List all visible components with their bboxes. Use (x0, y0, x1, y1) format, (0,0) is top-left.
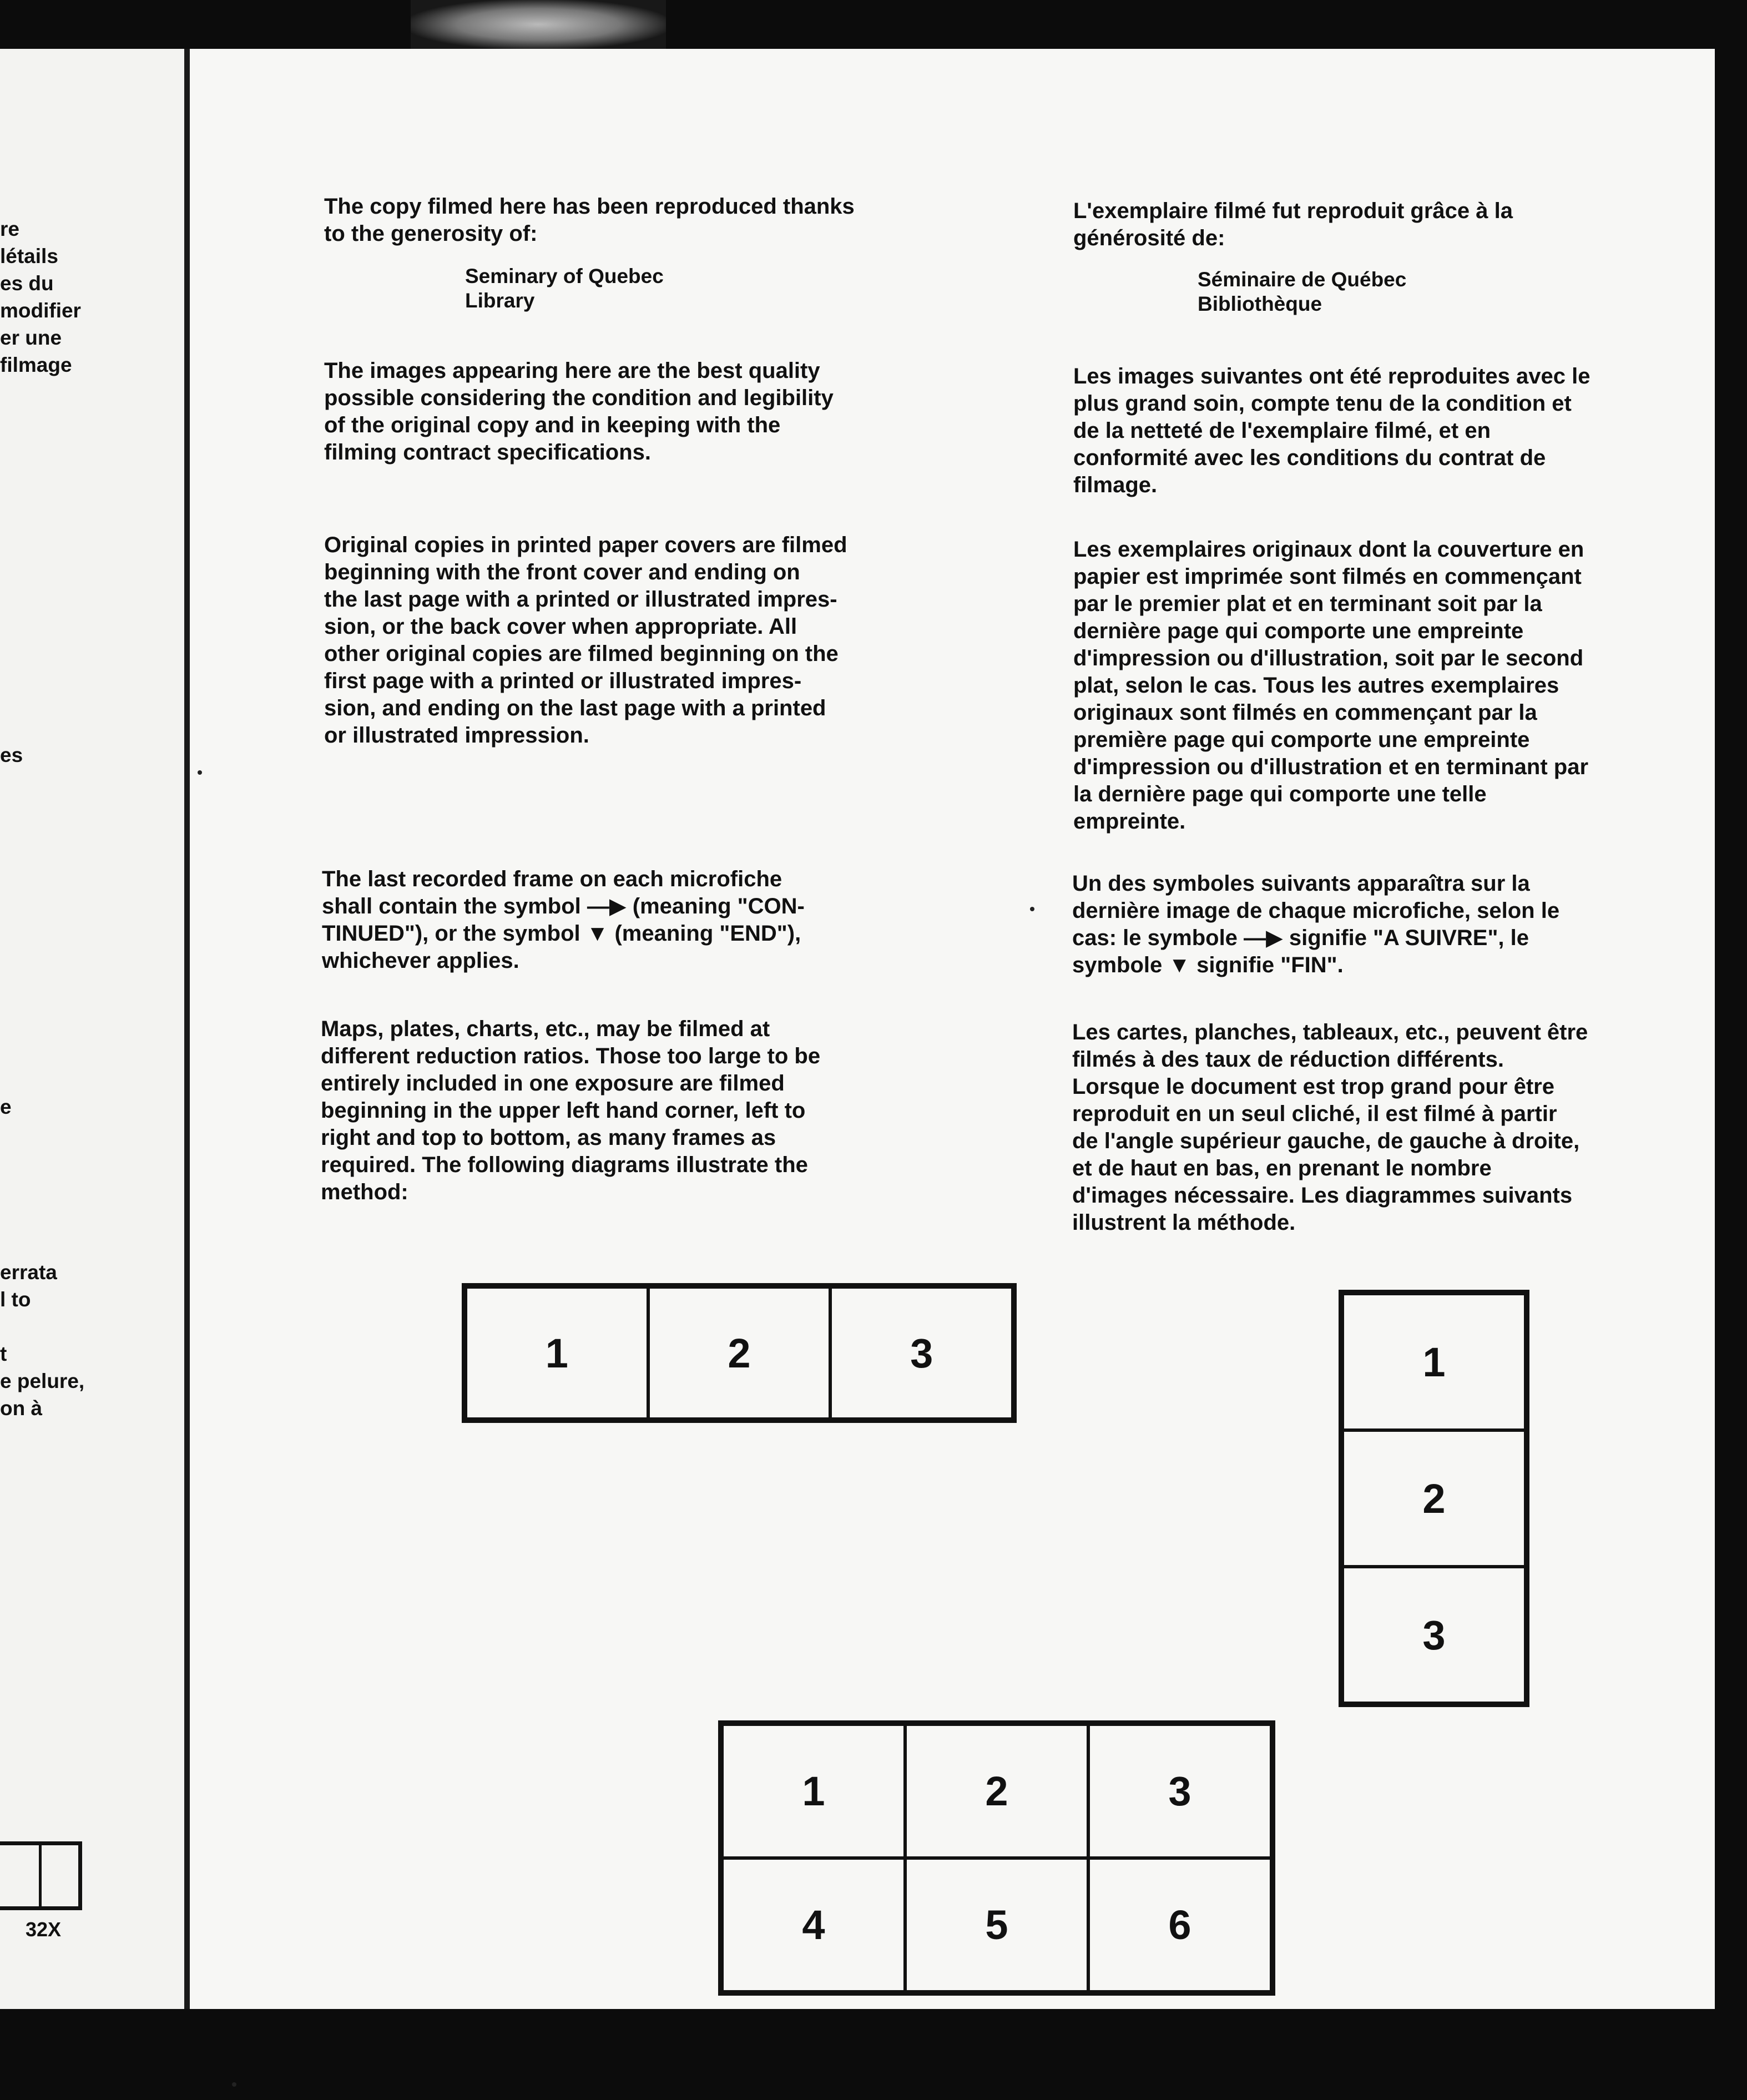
left-fragment: filmage (0, 354, 72, 376)
french-covers: Les exemplaires originaux dont la couverture en papier est imprimée sont filmés en commençant par le premier plat et en terminant soit par la dernière page qui comporte une empreinte d'impression ou d'illustration, soit par le second plat, selon le cas. Tous les autres exemplaires originaux sont filmés en commençant par la première page qui comporte une empreinte d'impression ou d'illustration et en terminant par la dernière page qui comporte une telle empreinte. (1073, 537, 1589, 834)
english-library: Seminary of Quebec Library (465, 265, 664, 312)
frame-cell: 2 (905, 1724, 1088, 1858)
french-symbols: Un des symboles suivants apparaîtra sur la dernière image de chaque microfiche, selon le cas: le symbole —▶ signifie "A SUIVRE", le symbole ▼ signifie "FIN". (1072, 871, 1560, 977)
adjacent-page-strip (0, 49, 186, 2009)
left-fragment: re (0, 218, 19, 240)
diagram-grid (718, 1720, 1275, 1996)
frame-cell: 3 (830, 1287, 1013, 1419)
left-fragment: e pelure, (0, 1370, 85, 1392)
resolution-target-box (0, 1841, 82, 1910)
french-maps: Les cartes, planches, tableaux, etc., peuvent être filmés à des taux de réduction différents. Lorsque le document est trop grand pour être reproduit en un seul cliché, il est filmé à partir de l'angle supérieur gauche, de gauche à droite, et de haut en bas, en prenant le nombre d'images nécessaire. Les diagrammes suivants illustrent la méthode. (1072, 1020, 1588, 1235)
frame-cell: 1 (1342, 1294, 1526, 1430)
frame-cell: 4 (722, 1858, 905, 1992)
frame-cell: 1 (722, 1724, 905, 1858)
frame-cell: 2 (648, 1287, 831, 1419)
left-fragment: es (0, 744, 23, 766)
diagram-horizontal (462, 1283, 1017, 1423)
frame-cell: 3 (1342, 1567, 1526, 1703)
left-fragment: on à (0, 1397, 43, 1420)
diagram-vertical (1339, 1290, 1529, 1707)
left-fragment: e (0, 1096, 12, 1118)
page-divider (184, 49, 190, 2009)
scanner-artifact (411, 0, 666, 49)
frame-cell: 1 (466, 1287, 648, 1419)
english-covers: Original copies in printed paper covers are filmed beginning with the front cover and ending on the last page with a printed or illustrated impres- sion, or the back cover when appropriate. All other original copies are filmed beginning on the first page with a printed or illustrated impres- sion, and ending on the last page with a printed or illustrated impression. (324, 533, 847, 748)
scale-label: 32X (26, 1918, 62, 1941)
left-fragment: modifier (0, 299, 81, 322)
speck (198, 770, 202, 775)
left-fragment: er une (0, 326, 62, 349)
left-fragment: t (0, 1342, 7, 1365)
frame-cell: 6 (1088, 1858, 1271, 1992)
left-fragment: errata (0, 1261, 57, 1284)
speck (232, 2082, 236, 2087)
frame-cell: 3 (1088, 1724, 1271, 1858)
left-fragment: es du (0, 272, 54, 295)
microfiche-target-page (190, 49, 1715, 2009)
english-maps: Maps, plates, charts, etc., may be filmed at different reduction ratios. Those too large to be entirely included in one exposure are filmed beginning in the upper left hand corner, left to right and top to bottom, as many frames as required. The following diagrams illustrate the method: (321, 1017, 821, 1204)
english-symbols: The last recorded frame on each microfiche shall contain the symbol —▶ (meaning "CON- TINUED"), or the symbol ▼ (meaning "END"), whichever applies. (322, 867, 805, 973)
speck (1030, 907, 1034, 911)
french-library: Séminaire de Québec Bibliothèque (1198, 268, 1407, 315)
french-quality: Les images suivantes ont été reproduites avec le plus grand soin, compte tenu de la condition et de la netteté de l'exemplaire filmé, et en conformité avec les conditions du contrat de filmage. (1073, 364, 1591, 497)
frame-cell: 2 (1342, 1430, 1526, 1567)
english-intro: The copy filmed here has been reproduced thanks to the generosity of: (324, 194, 855, 246)
left-fragment: létails (0, 245, 58, 267)
left-fragment: l to (0, 1288, 31, 1311)
english-quality: The images appearing here are the best quality possible considering the condition and legibility of the original copy and in keeping with the filming contract specifications. (324, 359, 834, 465)
french-intro: L'exemplaire filmé fut reproduit grâce à la générosité de: (1073, 199, 1513, 250)
frame-cell: 5 (905, 1858, 1088, 1992)
